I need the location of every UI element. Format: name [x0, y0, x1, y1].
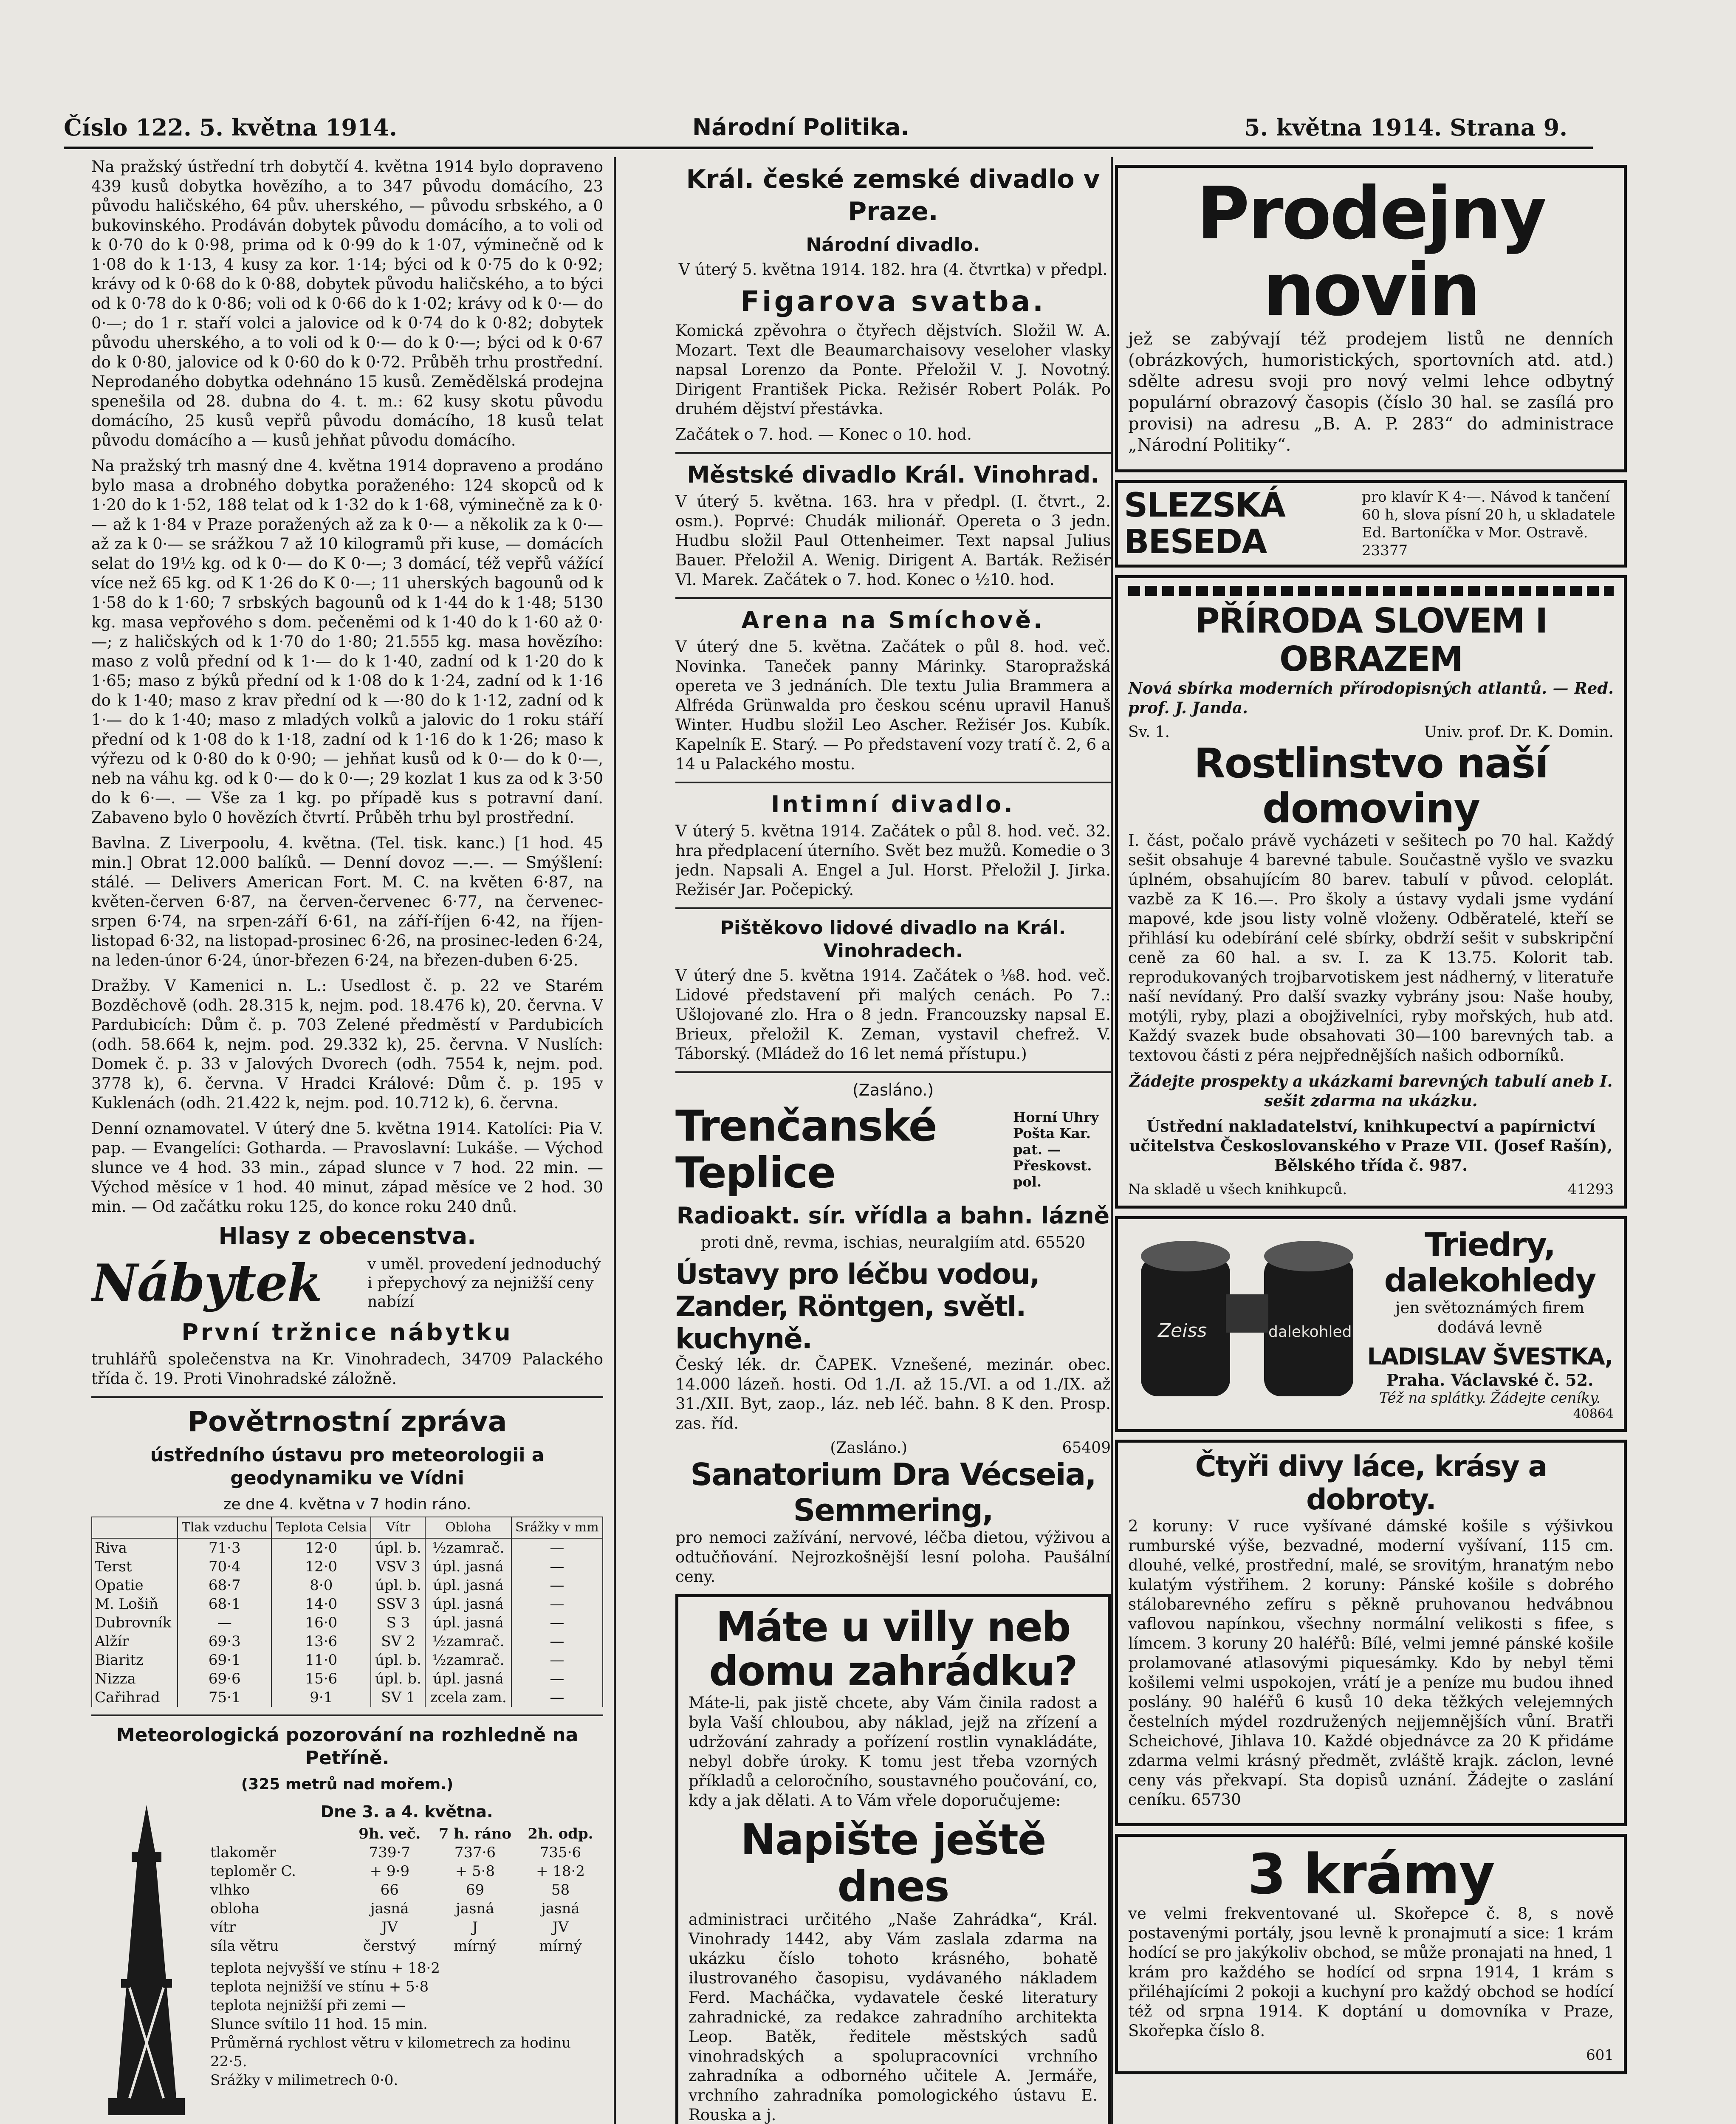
petrin-col: 7 h. ráno [438, 1825, 511, 1842]
rostlinstvo-zadejte: Žádejte prospekty a ukázkami barevných tabulí aneb I. sešit zdarma na ukázku. [1129, 1072, 1613, 1110]
decorative-border [1128, 586, 1614, 596]
triedry-text-block [1366, 1227, 1614, 1421]
petrin-cell: síla větru [210, 1938, 279, 1955]
zaslano-row [675, 1439, 1111, 1457]
weather-col-place [92, 1517, 178, 1538]
slezska-title: SLEZSKÁ BESEDA [1124, 486, 1285, 561]
petrin-note: teplota nejnižší ve stínu + 5·8 [210, 1978, 429, 1995]
binoculars-label: dalekohled [1268, 1323, 1352, 1341]
weather-cell: 11·0 [271, 1651, 371, 1669]
trencin-subtitle: Radioakt. sír. vřídla a bahn. lázně [676, 1202, 1110, 1229]
petrin-cell: jasná [370, 1900, 409, 1917]
petrin-date: Dne 3. a 4. května. [320, 1802, 493, 1821]
sanatorium-text: pro nemoci zažívání, nervové, léčba dietou, výživou a odtučňování. Nejrozkošnější lesní poloha. Paušální ceny. [675, 1528, 1111, 1586]
weather-cell: — [511, 1576, 603, 1595]
cattle-market-report: Na pražský ústřední trh dobytčí 4. května 1914 bylo dopraveno 439 kusů dobytka hovězího, a to 347 původu domácího, 23 původu haličského, 64 pův. uherského, — původu srbského, a 0 bukovinského. Prodáván dobytek původu domácího, a to voli od k 0·70 do k 0·98, prima od k 0·99 do k 1·07, výminečně od k 1·08 do k 1·13, 4 kusy za kor. 1·14; býci od k 0·75 do k 0·92; krávy od k 0·68 do k 0·88, dobytek původu haličského, a to býci od k 0·78 do k 0·86; voli od k 0·66 do k 1·02; krávy od k 0·— do 0·—; do 1 r. staří volci a jalovice od k 0·74 do k 0·82; dobytek původu uherského, a to voli od k 0·— do k 0·—; býci od k 0·67 do k 0·80, jalovice od k 0·60 do k 0·72. Průběh trhu prostřední. Neprodaného dobytka odehnáno 15 kusů. Zemědělská prodejna spenešila od 28. dubna do 4. t. m.: 62 kusy skotu původu domácího, 25 kusů vepřů původu domácího, 18 kusů telat původu domácího a — kusů jehňat původu domácího. [91, 158, 603, 449]
page-header [64, 114, 1593, 161]
weather-cell: S 3 [371, 1613, 425, 1632]
petrin-col: 2h. odp. [528, 1825, 593, 1842]
national-theatre-subtitle: Národní divadlo. [806, 234, 980, 256]
villa-text: Máte-li, pak jistě chcete, aby Vám činila radost a byla Vaší chloubou, aby náklad, jejž na zřízení a udržování zahrady a pořízení rostlin vynakládáte, nebyl dobře úroky. K tomu jest třeba vzorných příkladů a celoročního, soustavného poučování, co, kdy a jak dělati. A to Vám vřele doporučujeme: [689, 1694, 1098, 1810]
kramy-ad [1115, 1834, 1627, 2074]
ad-number: 40864 [1573, 1407, 1614, 1421]
triedry-title: Triedry, dalekohledy [1384, 1226, 1596, 1299]
weather-cell: — [511, 1538, 603, 1557]
weather-cell: Riva [92, 1538, 178, 1557]
binoculars-illustration [1128, 1231, 1366, 1418]
petrin-cell: teploměr C. [210, 1863, 296, 1880]
priroda-title: PŘÍRODA SLOVEM I OBRAZEM [1194, 601, 1547, 679]
figaro-times: Začátek o 7. hod. — Konec o 10. hod. [675, 425, 972, 443]
separator [91, 1396, 603, 1398]
weather-subtitle: ústředního ústavu pro meteorologii a geodynamiku ve Vídni [150, 1444, 545, 1489]
priroda-author: Univ. prof. Dr. K. Domin. [1424, 723, 1614, 741]
weather-cell: úpl. b. [371, 1651, 425, 1669]
figaro-text: Komická zpěvohra o čtyřech dějstvích. Složil W. A. Mozart. Text dle Beaumarchaisovy veseloher vlasky napsal Lorenzo da Ponte. Přeložil V. J. Novotný. Dirigent František Picka. Režisér Robert Polák. Po druhém dějství přestávka. [675, 322, 1111, 418]
rostlinstvo-text: I. část, počalo právě vycházeti v sešitech po 70 hal. Každý sešit obsahuje 4 barevné tabule. Součastně vyšlo ve svazku úplném, obsahujícím 80 barev. tabulí v původ. celoplát. vazbě za K 16.—. Pro školy a ústavy vydali jsme vydání mapové, kde jsou listy volně vloženy. Odběratelé, kteří se přihlásí ku odebírání celé sbírky, obdrží sešit v subskripční ceně za 60 hal. a sv. I. za K 13.75. Kolorit tab. reprodukovaných trojbarvotiskem jest nádherný, v literatuře naší nevídaný. Pro další svazky vybrány jsou: Naše houby, motýli, ryby, plazi a obojživelníci, ryby mořských, hub atd. Každý svazek bude obsahovati 30—100 barevných tab. a textovou části z péra nejpřednějších našich odborníků. [1128, 831, 1614, 1065]
meat-market-report: Na pražský trh masný dne 4. května 1914 dopraveno a prodáno bylo masa a drobného dobytka poraženého: 124 skopců od k 1·20 do k 1·52, 188 telat od k 1·32 do k 1·68, výminečně za k 0·— až k 1·84 v Praze poražených až za k 0·— a několik za k 0·— až za k 0·— se srážkou 7 až 10 kilogramů při kuse, — domácích selat do 19½ kg. od k 0·— do K 0·—; 3 domácí, též vepřů vážící více než 65 kg. od K 1·26 do K 0·—; 11 uherských bagounů od k 1·58 do k 1·60; 7 srbských bagounů od k 1·44 do k 1·48; 5130 kg. masa vepřového s dom. pečeněmi od k 1·40 do k 1·60 až 0·—; z haličských od k 1·70 do 1·80; 21.555 kg. masa hovězího: maso z volů přední od k 1·— do k 1·40, zadní od k 1·20 do k 1·65; maso z býků přední od k 1·08 do k 1·24, zadní od k 1·16 do k 1·40; maso z krav přední od k —·80 do k 1·12, zadní od k 1·— do k 1·40; maso z mladých volků a jalovic do 1 roku stáří přední od k 1·08 do k 1·18, zadní od k 1·16 do k 1·26; maso k výřezu od k 0·80 do k 0·90; — jehňat kusů od k 0·— do k 0·—, neb na váhu kg. od k 0·— do k 0·—; 29 kozlat 1 kus za od k 3·50 do k 6·—. — Vše za 1 kg. po případě kus s potravní daní. Zabaveno bylo 0 hovězích čtvrtí. Průběh trhu byl prostřední. [91, 457, 603, 827]
weather-cell: — [511, 1632, 603, 1651]
arena-title: Arena na Smíchově. [741, 607, 1045, 633]
petrin-note: teplota nejvyšší ve stínu + 18·2 [210, 1960, 440, 1977]
weather-cell: 9·1 [271, 1688, 371, 1707]
weather-cell: 69·6 [178, 1669, 271, 1688]
furniture-word: Nábytek [91, 1253, 322, 1313]
furniture-ad [91, 1253, 603, 1313]
petrin-block [91, 1796, 603, 2124]
kramy-title: 3 krámy [1248, 1842, 1494, 1907]
petrin-cell: + 5·8 [455, 1863, 495, 1880]
prodejny-ad [1115, 165, 1627, 472]
weather-cell: 12·0 [271, 1557, 371, 1576]
weather-cell: ½zamrač. [425, 1632, 511, 1651]
weather-cell: — [511, 1595, 603, 1613]
column-1 [91, 157, 603, 2124]
kramy-text: ve velmi frekventované ul. Skořepce č. 8, s nově postavenými portály, jsou levně k pronajmutí a sice: 1 krám hodící se pro jakýkoliv obchod, se může pronajati na hned, 1 krám pro každého se hodící od srpna 1914, 1 krám s přiléhajícími 2 pokoji a kuchyní pro každý obchod se hodící též od srpna 1914. K doptání u domovníka v Praze, Skořepka číslo 8. [1128, 1904, 1614, 2040]
garden-magazine-ad [675, 1594, 1111, 2124]
pistek-title: Pištěkovo lidové divadlo na Král. Vinohradech. [720, 917, 1066, 962]
binoculars-brand: Zeiss [1158, 1320, 1207, 1342]
weather-row [92, 1632, 603, 1651]
auctions-report: Dražby. V Kamenici n. L.: Usedlost č. p. 22 ve Starém Bozděchově (odh. 28.315 k, nejm. pod. 18.476 k), 20. června. V Pardubicích: Dům č. p. 703 Zelené předměstí v Pardubicích (odh. 58.664 k, nejm. pod. 29.332 k), 25. června. V Nuslích: Domek č. p. 33 v Jalových Dvorech (odh. 7554 k, nejm. pod. 3778 k), 6. června. V Hradci Králové: Dům č. p. 195 v Kuklenách (odh. 21.422 k, nejm. pod. 10.712 k), 6. června. [91, 977, 603, 1112]
cotton-report: Bavlna. Z Liverpoolu, 4. května. (Tel. tisk. kanc.) [1 hod. 45 min.] Obrat 12.000 balíků. — Denní dovoz —.—. — Smýšlení: stálé. — Delivers American Fort. M. C. na květen 6·87, na květen-červen 6·87, na červen-červenec 6·77, na červenec-srpen 6·74, na srpen-září 6·61, na září-říjen 6·42, na říjen-listopad 6·32, na listopad-prosinec 6·26, na prosinec-leden 6·24, na leden-únor 6·24, únor-březen 6·24, na březen-duben 6·25. [91, 834, 603, 969]
petrin-cell: 735·6 [539, 1844, 581, 1861]
column-divider-1 [614, 157, 616, 2124]
figaro-title: Figarova svatba. [740, 285, 1046, 318]
petrin-cell: JV [552, 1919, 569, 1936]
petrin-cell: 66 [380, 1881, 399, 1898]
rostlinstvo-stock: Na skladě u všech knihkupců. [1128, 1181, 1347, 1198]
masthead: Národní Politika. [692, 114, 909, 141]
priroda-meta [1128, 723, 1614, 741]
rostlinstvo-publisher: Ústřední nakladatelství, knihkupectví a papírnictví učitelstva Českoslovanského v Praze VII. (Josef Rašín), Bělského třída č. 987. [1129, 1117, 1613, 1175]
slezska-text: pro klavír K 4·—. Návod k tančení 60 h, slova písní 20 h, u skladatele Ed. Bartoníčka v Mor. Ostravě. 23377 [1362, 489, 1615, 559]
weather-cell: úpl. b. [371, 1576, 425, 1595]
weather-cell: úpl. jasná [425, 1557, 511, 1576]
weather-cell: SV 2 [371, 1632, 425, 1651]
trencin-text: Český lék. dr. ČAPEK. Vznešené, mezinár. obec. 14.000 lázeň. hosti. Od 1./I. až 15./VI. a od 1./IX. až 31./XII. Byt, zaop., láz. neb léč. bahn. 8 K den. Prosp. zas. říd. [675, 1356, 1111, 1432]
petrin-note: teplota nejnižší při zemi — [210, 1997, 406, 2014]
weather-cell: Biaritz [92, 1651, 178, 1669]
petrin-cell: vlhko [210, 1881, 250, 1898]
separator [91, 1714, 603, 1716]
weather-cell: zcela zam. [425, 1688, 511, 1707]
weather-cell: — [511, 1688, 603, 1707]
weather-cell: úpl. jasná [425, 1669, 511, 1688]
weather-cell: Nizza [92, 1669, 178, 1688]
furniture-side-text: v uměl. provedení jednoduchý i přepychový za nejnižší ceny nabízí [367, 1255, 601, 1311]
public-voices-heading: Hlasy z obecenstva. [218, 1223, 476, 1249]
weather-cell: 69·1 [178, 1651, 271, 1669]
weather-row [92, 1613, 603, 1632]
weather-cell: ½zamrač. [425, 1651, 511, 1669]
column-divider-2 [1111, 157, 1113, 2124]
petrin-cell: JV [381, 1919, 398, 1936]
priroda-volume: Sv. 1. [1128, 723, 1170, 741]
weather-cell: M. Lošiň [92, 1595, 178, 1613]
trencin-title: Trenčanské Teplice [675, 1101, 937, 1198]
prodejny-title: Prodejny novin [1197, 172, 1545, 332]
separator [675, 782, 1111, 783]
rostlinstvo-title: Rostlinstvo naší domoviny [1194, 740, 1548, 832]
petrin-row [210, 1899, 603, 1918]
weather-cell: — [178, 1613, 271, 1632]
petrin-cell: + 18·2 [536, 1863, 585, 1880]
column-2 [675, 157, 1111, 2124]
weather-cell: 15·6 [271, 1669, 371, 1688]
weather-date: ze dne 4. května v 7 hodin ráno. [223, 1496, 471, 1513]
weather-cell: 14·0 [271, 1595, 371, 1613]
weather-cell: — [511, 1613, 603, 1632]
petrin-row [210, 1862, 603, 1881]
weather-table-body [92, 1538, 603, 1707]
weather-row [92, 1651, 603, 1669]
ad-number: 601 [1586, 2047, 1614, 2064]
petrin-rows [210, 1843, 603, 1955]
petrin-cell: 58 [551, 1881, 570, 1898]
weather-table [91, 1517, 603, 1707]
theatre-date: V úterý 5. května 1914. 182. hra (4. čtvrtka) v předpl. [678, 260, 1108, 279]
petrin-notes [210, 1959, 603, 2090]
triedry-name: LADISLAV ŠVESTKA, [1367, 1343, 1613, 1370]
petrin-col: 9h. več. [358, 1825, 421, 1842]
ctyri-title: Čtyři divy láce, krásy a dobroty. [1195, 1450, 1547, 1517]
slezska-ad [1115, 480, 1627, 568]
trencin-subtitle-2: proti dně, revma, ischias, neuralgiím atd. 65520 [700, 1233, 1086, 1251]
weather-cell: Dubrovník [92, 1613, 178, 1632]
villa-title: Máte u villy neb domu zahrádku? [709, 1603, 1077, 1695]
national-theatre-title: Král. české zemské divadlo v Praze. [686, 164, 1100, 226]
weather-cell: 68·1 [178, 1595, 271, 1613]
petrin-cell: mírný [539, 1938, 582, 1955]
separator [675, 907, 1111, 909]
weather-cell: Terst [92, 1557, 178, 1576]
zaslano-label-2: (Zasláno.) [830, 1439, 908, 1457]
weather-col-header: Obloha [425, 1517, 511, 1538]
weather-cell: — [511, 1651, 603, 1669]
weather-cell: — [511, 1557, 603, 1576]
weather-cell: 75·1 [178, 1688, 271, 1707]
petrin-row [210, 1881, 603, 1899]
petrin-title: Meteorologická pozorování na rozhledně na Petříně. [116, 1724, 579, 1769]
page-number: 5. května 1914. Strana 9. [1244, 114, 1567, 141]
weather-cell: SSV 3 [371, 1595, 425, 1613]
ad-number: 65409 [1062, 1439, 1111, 1457]
vinohrady-theatre-title: Městské divadlo Král. Vinohrad. [687, 461, 1099, 488]
weather-cell: — [511, 1669, 603, 1688]
intimni-text: V úterý 5. května 1914. Začátek o půl 8. hod. več. 32. hra předplacení úterního. Svět bez mužů. Komedie o 3 jedn. Napsali A. Engel a Jul. Horst. Přeložil J. Jirka. Režisér Jar. Počepický. [675, 822, 1111, 899]
trencin-ad-header [675, 1103, 1111, 1196]
weather-cell: úpl. jasná [425, 1613, 511, 1632]
weather-cell: Alžír [92, 1632, 178, 1651]
trencin-side: Horní Uhry Pošta Kar. pat. — Přeskovst. pol. [1013, 1109, 1099, 1190]
header-rule [64, 147, 1593, 149]
weather-row [92, 1557, 603, 1576]
furniture-subtitle: První tržnice nábytku [181, 1319, 513, 1346]
sanatorium-title: Sanatorium Dra Vécseia, Semmering, [690, 1457, 1096, 1528]
issue-number: Číslo 122. 5. května 1914. [64, 114, 397, 141]
petrin-tower-illustration [91, 1801, 202, 2124]
column-3 [1115, 157, 1627, 2124]
weather-col-header: Teplota Celsia [271, 1517, 371, 1538]
weather-cell: úpl. b. [371, 1669, 425, 1688]
weather-col-header: Tlak vzduchu [178, 1517, 271, 1538]
weather-cell: 71·3 [178, 1538, 271, 1557]
weather-title: Povětrnostní zpráva [187, 1405, 507, 1438]
triedry-text: jen světoznámých firem dodává levně [1395, 1299, 1584, 1336]
triedry-ad [1115, 1216, 1627, 1432]
petrin-header-row [210, 1825, 603, 1843]
zaslano-label: (Zasláno.) [852, 1081, 934, 1099]
weather-row [92, 1688, 603, 1707]
weather-cell: 13·6 [271, 1632, 371, 1651]
petrin-cell: vítr [210, 1919, 236, 1936]
weather-cell: 8·0 [271, 1576, 371, 1595]
petrin-subtitle: (325 metrů nad mořem.) [241, 1776, 454, 1793]
petrin-cell: J [472, 1919, 478, 1936]
weather-row [92, 1669, 603, 1688]
weather-cell: Opatie [92, 1576, 178, 1595]
vinohrady-theatre-text: V úterý 5. května. 163. hra v předpl. (I. čtvrt., 2. osm.). Poprvé: Chudák milionář. Opereta o 3 jedn. Hudbu složil Paul Ottenheimer. Text napsal Julius Bauer. Přeložil A. Wenig. Dirigent A. Barták. Režisér Vl. Marek. Začátek o 7. hod. Konec o ½10. hod. [675, 492, 1111, 589]
weather-cell: úpl. jasná [425, 1595, 511, 1613]
weather-cell: úpl. b. [371, 1538, 425, 1557]
napiste-title: Napište ještě dnes [740, 1815, 1046, 1911]
petrin-cell: 737·6 [454, 1844, 496, 1861]
petrin-row [210, 1843, 603, 1862]
separator [675, 1071, 1111, 1073]
ad-number: 41293 [1567, 1181, 1614, 1198]
ctyri-divy-ad [1115, 1440, 1627, 1826]
petrin-cell: jasná [541, 1900, 580, 1917]
petrin-row [210, 1937, 603, 1955]
weather-col-header: Srážky v mm [511, 1517, 603, 1538]
weather-cell: 12·0 [271, 1538, 371, 1557]
weather-row [92, 1538, 603, 1557]
pistek-text: V úterý dne 5. května 1914. Začátek o ⅛8. hod. več. Lidové představení při malých cenách. Po 7.: Ušlojované zlo. Hra o 8 jedn. Francouzsky napsal E. Brieux, přeložil K. Zeman, vystavil chefrež. V. Táborský. (Mládež do 16 let nemá přístupu.) [675, 966, 1111, 1063]
petrin-row [210, 1918, 603, 1937]
petrin-data [202, 1796, 603, 2124]
separator [675, 597, 1111, 599]
petrin-cell: čerstvý [363, 1938, 416, 1955]
furniture-text: truhlářů společenstva na Kr. Vinohradech, 34709 Palackého třída č. 19. Proti Vinohradské záložně. [91, 1350, 603, 1388]
petrin-cell: + 9·9 [370, 1863, 409, 1880]
ctyri-text: 2 koruny: V ruce vyšívané dámské košile s výšivkou rumburské výše, bezvadné, moderní vyšívaní, 115 cm. dlouhé, velké, prostřední, malé, se srovitým, hranatým nebo kulatým výstřihem. 2 koruny: Pánské košile s dobrého stálobarevného zefíru s pěkně pruhovanou hedvábnou vaflovou napínkou, všechny normální velikosti s fifee, s límcem. 3 koruny 20 haléřů: Bílé, velmi jemné pánské košile prolamované atlasovými piquesámky. Kdo by nebyl těmi košilemi velmi uspokojen, vrátí je a peníze mu budou ihned poslány. 90 haléřů 6 kusů 10 deka těžkých velejemných čestelních mýdel rozdružených nejjemnějších vůní. Bratři Scheichové, Jihlava 10. Každé objednávce za 20 K přidáme zdarma velmi krásný předmět, zvláště krajk. záclon, levné ceny vás překvapí. Sta dopisů uznání. Žádejte o zaslání ceníku. 65730 [1128, 1517, 1614, 1809]
petrin-col [210, 1825, 347, 1843]
arena-text: V úterý dne 5. května. Začátek o půl 8. hod. več. Novinka. Taneček panny Márinky. Staropražská opereta ve 3 jednáních. Dle textu Julia Brammera a Alfréda Grünwalda pro českou scénu upravil Hanuš Winter. Hudbu složil Leo Ascher. Režisér Jos. Kubík. Kapelník E. Starý. — Po představení vozy tratí č. 2, 6 a 14 u Palackého mostu. [675, 638, 1111, 773]
napiste-text: administraci určitého „Naše Zahrádka“, Král. Vinohrady 1442, aby Vám zaslala zdarma na ukázku číslo tohoto krásného, bohatě ilustrovaného časopisu, vydávaného nákladem Ferd. Macháčka, vydavatele české literatury zahradnické, za redakce zahradního architekta Leop. Batěk, ředitele městských sadů vinohradských a spolupracovníci vrchního zahradníka a odborného učitele A. Jermáře, vrchního zahradníka pomologického ústavu E. Rouska a j. [689, 1910, 1098, 2124]
weather-row [92, 1595, 603, 1613]
petrin-cell: jasná [456, 1900, 494, 1917]
priroda-ad [1115, 575, 1627, 1209]
petrin-cell: obloha [210, 1900, 260, 1917]
petrin-cell: mírný [454, 1938, 497, 1955]
weather-cell: SV 1 [371, 1688, 425, 1707]
petrin-cell: tlakoměr [210, 1844, 276, 1861]
weather-cell: 16·0 [271, 1613, 371, 1632]
petrin-note: Průměrná rychlost větru v kilometrech za hodinu 22·5. [210, 2034, 571, 2070]
weather-cell: 68·7 [178, 1576, 271, 1595]
petrin-note: Srážky v milimetrech 0·0. [210, 2072, 398, 2089]
triedry-note: Též na splátky. Žádejte ceníky. [1379, 1390, 1601, 1407]
petrin-cell: 739·7 [369, 1844, 410, 1861]
weather-cell: VSV 3 [371, 1557, 425, 1576]
petrin-note: Slunce svítilo 11 hod. 15 min. [210, 2016, 428, 2033]
separator [675, 452, 1111, 454]
weather-cell: ½zamrač. [425, 1538, 511, 1557]
petrin-cell: 69 [466, 1881, 484, 1898]
weather-cell: 69·3 [178, 1632, 271, 1651]
rostlinstvo-footer [1128, 1181, 1614, 1198]
weather-cell: Cařihrad [92, 1688, 178, 1707]
priroda-subtitle: Nová sbírka moderních přírodopisných atlantů. — Red. prof. J. Janda. [1128, 679, 1614, 717]
weather-cell: úpl. jasná [425, 1576, 511, 1595]
triedry-address: Praha. Václavské č. 52. [1386, 1370, 1594, 1390]
prodejny-text: jež se zabývají též prodejem listů ne denních (obrázkových, humoristických, sportovních atd. atd.) sdělte adresu svoji pro nový velmi lehce odbytný populární obrazový časopis (číslo 30 hal. se zasílá pro provisi) na adresu „B. A. P. 283“ do administrace „Národní Politiky“. [1128, 329, 1614, 455]
weather-col-header: Vítr [371, 1517, 425, 1538]
weather-cell: 70·4 [178, 1557, 271, 1576]
intimni-title: Intimní divadlo. [771, 791, 1015, 818]
trencin-ustavy: Ústavy pro léčbu vodou, Zander, Röntgen, světl. kuchyně. [675, 1258, 1039, 1355]
weather-row [92, 1576, 603, 1595]
daily-notice: Denní oznamovatel. V úterý dne 5. května 1914. Katolíci: Pia V. pap. — Evangelíci: Gotharda. — Pravoslavní: Lukáše. — Východ slunce ve 4 hod. 33 min., západ slunce v 7 hod. 22 min. — Východ měsíce v 1 hod. 40 minut, západ měsíce ve 2 hod. 30 min. — Od začátku roku 125, do konce roku 240 dnů. [91, 1119, 603, 1216]
